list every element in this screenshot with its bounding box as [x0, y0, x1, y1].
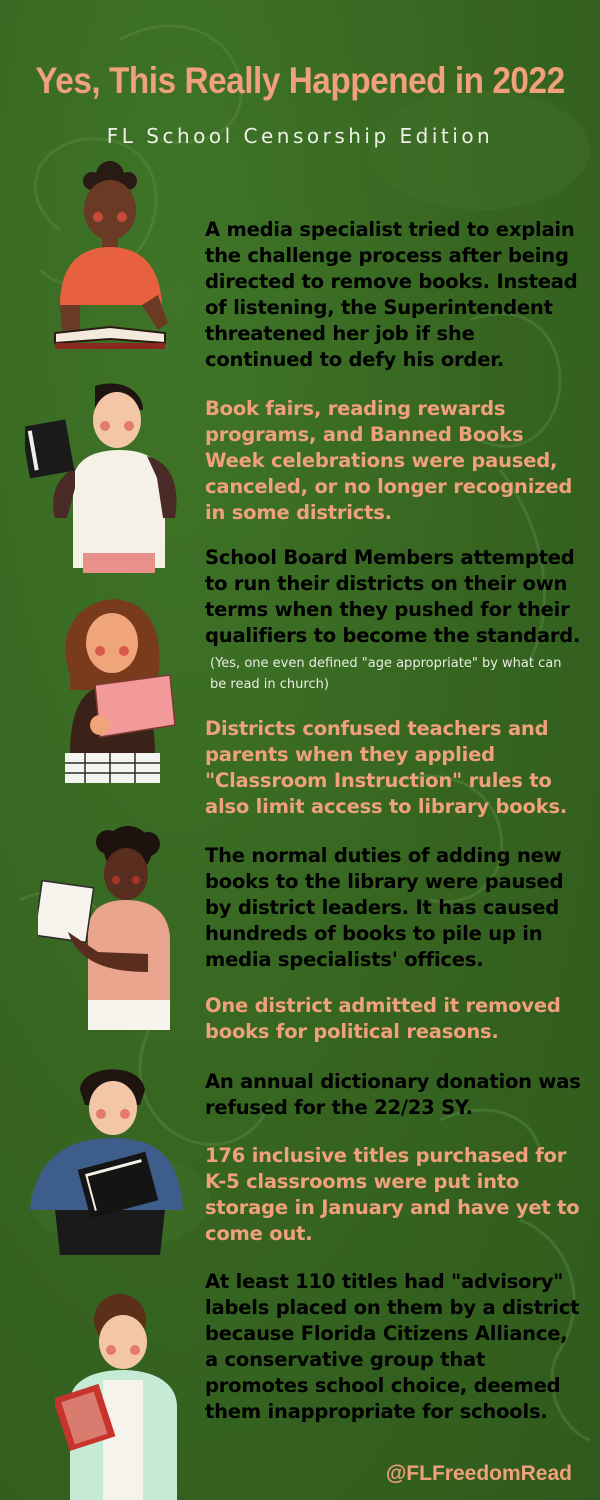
item-classroom-instruction: Districts confused teachers and parents when they applied "Classroom Instruction" rules to also limit access to library books.: [205, 717, 568, 818]
reader-illustration-3: [40, 595, 180, 790]
item-superintendent: A media specialist tried to explain the challenge process after being directed to remove books. Instead of listening, the Superintendent threatened her job if she continued to defy his order.: [205, 218, 578, 371]
reader-illustration-1: [40, 155, 180, 360]
item-school-board-note: (Yes, one even defined "age appropriate" by what can be read in church): [210, 656, 562, 692]
item-school-board: School Board Members attempted to run their districts on their own terms when they pushed for their qualifiers to become the standard.: [205, 546, 581, 647]
item-new-books-paused: The normal duties of adding new books to the library were paused by district leaders. It has caused hundreds of books to pile up in media specialists' offices.: [205, 844, 564, 971]
reader-illustration-2: [25, 378, 185, 573]
page-title: Yes, This Really Happened in 2022: [35, 60, 565, 101]
reader-illustration-4: [38, 822, 178, 1032]
item-political-removal: One district admitted it removed books for political reasons.: [205, 994, 561, 1043]
footer-handle[interactable]: @FLFreedomRead: [385, 1462, 572, 1485]
item-advisory-labels: At least 110 titles had "advisory" labels placed on them by a district because Florida Citizens Alliance, a conservative group that promotes school choice, deemed them inappropriate for schools.: [205, 1270, 580, 1423]
reader-illustration-6: [55, 1292, 185, 1500]
item-dictionary-donation: An annual dictionary donation was refused for the 22/23 SY.: [205, 1070, 581, 1119]
item-inclusive-titles: 176 inclusive titles purchased for K-5 classrooms were put into storage in January and have yet to come out.: [205, 1144, 580, 1245]
page-subtitle: FL School Censorship Edition: [106, 124, 494, 148]
item-book-fairs: Book fairs, reading rewards programs, and Banned Books Week celebrations were paused, canceled, or no longer recognized in some districts.: [205, 397, 573, 524]
reader-illustration-5: [25, 1060, 185, 1260]
